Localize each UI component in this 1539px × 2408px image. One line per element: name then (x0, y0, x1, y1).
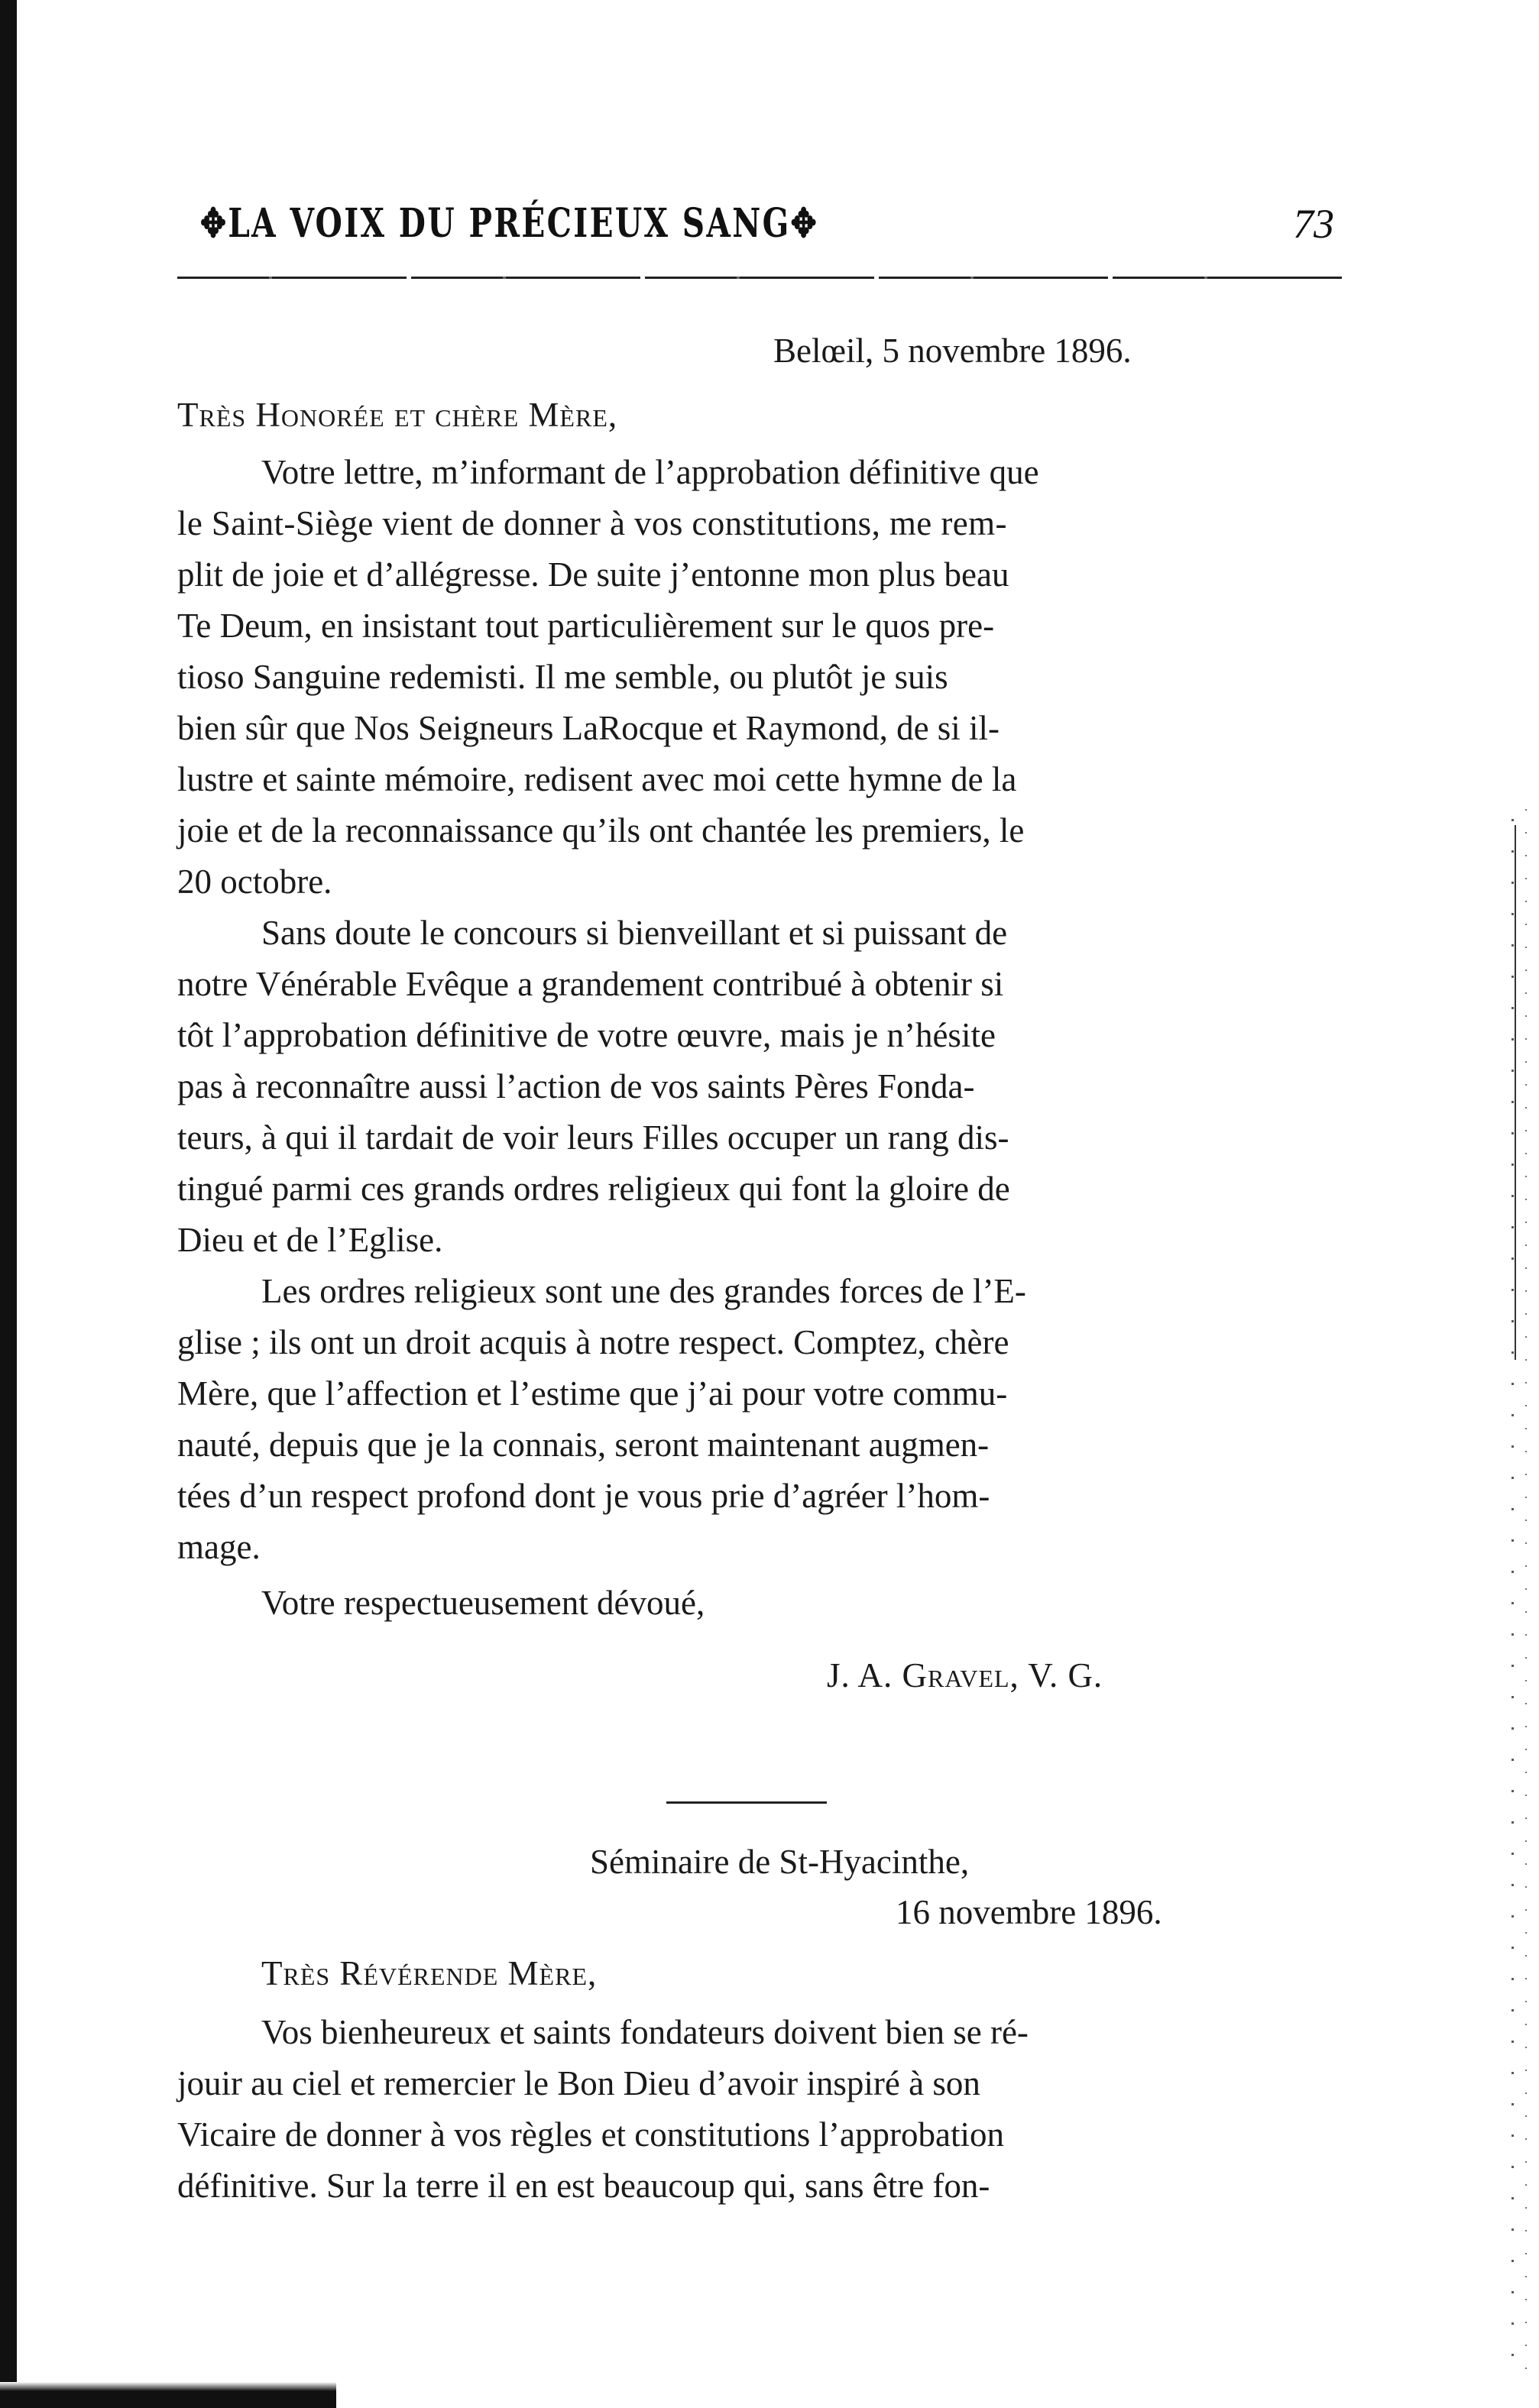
letter2-line: jouir au ciel et remercier le Bon Dieu d’avoir inspiré à son (177, 2064, 980, 2102)
letter1-line: Te Deum, en insistant tout particulièrement sur le quos pre- (177, 607, 995, 645)
letter1-line: glise ; ils ont un droit acquis à notre respect. Comptez, chère (177, 1323, 1009, 1361)
letter1-line: mage. (177, 1528, 261, 1566)
letter1-line: tôt l’approbation définitive de votre œuvre, mais je n’hésite (177, 1016, 996, 1054)
letter1-line: Sans doute le concours si bienveillant et si puissant de (261, 914, 1008, 952)
letter1-signature: J. A. Gravel, V. G. (827, 1656, 1103, 1694)
letter1-line: tioso Sanguine redemisti. Il me semble, ou plutôt je suis (177, 658, 948, 696)
running-title: ✥LA VOIX DU PRÉCIEUX SANG✥ (200, 200, 818, 247)
letter2-date: 16 novembre 1896. (896, 1893, 1162, 1931)
letter2-salutation: Très Révérende Mère, (261, 1954, 598, 1992)
letter1-line: Mère, que l’affection et l’estime que j’ai pour votre commu- (177, 1374, 1008, 1413)
letter1-dateline: Belœil, 5 novembre 1896. (773, 332, 1132, 370)
letter1-line: tées d’un respect profond dont je vous prie d’agréer l’hom- (177, 1477, 990, 1515)
letter1-salutation: Très Honorée et chère Mère, (177, 396, 618, 434)
letter1-line: teurs, à qui il tardait de voir leurs Filles occuper un rang dis- (177, 1118, 1009, 1157)
scan-left-edge (0, 0, 17, 2408)
header-rule (177, 277, 1346, 279)
letter1-line: Les ordres religieux sont une des grandes forces de l’E- (261, 1272, 1026, 1310)
scan-bottom-edge (0, 2382, 336, 2408)
letter2-line: Vicaire de donner à vos règles et constitutions l’approbation (177, 2115, 1004, 2154)
letter2-line: définitive. Sur la terre il en est beaucoup qui, sans être fon- (177, 2167, 990, 2205)
letter2-line: Vos bienheureux et saints fondateurs doivent bien se ré- (261, 2013, 1029, 2051)
letter1-line: bien sûr que Nos Seigneurs LaRocque et Raymond, de si il- (177, 709, 1000, 747)
letter1-line: pas à reconnaître aussi l’action de vos saints Pères Fonda- (177, 1067, 975, 1105)
letter1-line: nauté, depuis que je la connais, seront maintenant augmen- (177, 1426, 990, 1464)
letter1-line: joie et de la reconnaissance qu’ils ont chantée les premiers, le (177, 811, 1025, 850)
letter1-line: le Saint-Siège vient de donner à vos constitutions, me rem- (177, 504, 1007, 542)
letter1-line: 20 octobre. (177, 863, 332, 901)
letter1-line: Dieu et de l’Eglise. (177, 1221, 443, 1259)
letter1-line: notre Vénérable Evêque a grandement contribué à obtenir si (177, 965, 1004, 1003)
letter1-closing: Votre respectueusement dévoué, (261, 1584, 705, 1622)
letter-separator (666, 1801, 827, 1804)
letter1-line: Votre lettre, m’informant de l’approbation définitive que (261, 453, 1039, 491)
running-header (200, 200, 1346, 246)
letter1-line: tingué parmi ces grands ordres religieux qui font la gloire de (177, 1170, 1010, 1208)
letter1-line: plit de joie et d’allégresse. De suite j’entonne mon plus beau (177, 555, 1009, 594)
letter1-line: lustre et sainte mémoire, redisent avec moi cette hymne de la (177, 760, 1017, 798)
scan-right-specks (1507, 802, 1534, 2384)
page-number: 73 (1293, 201, 1334, 247)
letter2-place: Séminaire de St-Hyacinthe, (590, 1843, 970, 1881)
